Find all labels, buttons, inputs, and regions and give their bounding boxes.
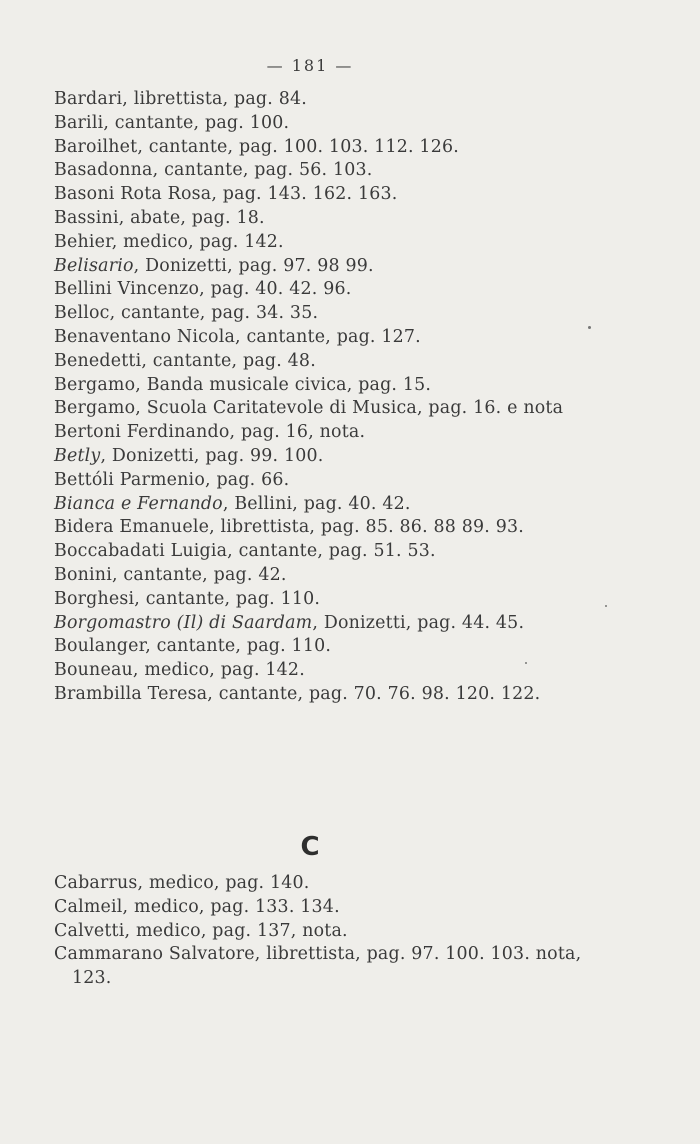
index-entry (54, 943, 614, 991)
index-entry-text: , Donizetti, pag. 44. 45. (312, 612, 525, 633)
index-entry-text: Bertoni Ferdinando, pag. 16, nota. (54, 422, 366, 443)
index-entry-text: Basadonna, cantante, pag. 56. 103. (54, 160, 373, 181)
index-entry (54, 469, 614, 493)
index-entry-text: Calmeil, medico, pag. 133. 134. (54, 896, 340, 917)
index-entry (54, 397, 614, 421)
index-entry-text: Benaventano Nicola, cantante, pag. 127. (54, 326, 421, 347)
index-entry-text: , Bellini, pag. 40. 42. (222, 493, 411, 514)
index-entry (54, 540, 614, 564)
index-entry (54, 588, 614, 612)
paper-speck (605, 605, 607, 607)
index-entry-text: Baroilhet, cantante, pag. 100. 103. 112. 126. (54, 136, 459, 157)
index-entry (54, 659, 614, 683)
index-entry (54, 872, 614, 896)
index-entry-text: Bellini Vincenzo, pag. 40. 42. 96. (54, 279, 352, 300)
index-entry-text: Bettóli Parmenio, pag. 66. (54, 469, 290, 490)
index-entry-text: Boulanger, cantante, pag. 110. (54, 636, 332, 657)
index-entry (54, 302, 614, 326)
index-entry-text: Borghesi, cantante, pag. 110. (54, 588, 321, 609)
index-entry (54, 374, 614, 398)
index-entry-title: Bianca e Fernando (54, 493, 223, 514)
index-entry-text: Cabarrus, medico, pag. 140. (54, 873, 310, 893)
index-entry (54, 920, 614, 944)
index-entry-text: , Donizetti, pag. 99. 100. (100, 445, 324, 466)
index-entry-text: Behier, medico, pag. 142. (54, 231, 284, 252)
index-entry (54, 516, 614, 540)
index-entry (54, 207, 614, 231)
index-entry-text: Benedetti, cantante, pag. 48. (54, 350, 316, 371)
index-entry-text: Bassini, abate, pag. 18. (54, 207, 265, 228)
index-entry-text: Bardari, librettista, pag. 84. (54, 89, 307, 109)
index-entry-text: Bonini, cantante, pag. 42. (54, 564, 287, 585)
index-entry (54, 635, 614, 659)
index-entry (54, 493, 614, 517)
paper-speck (588, 326, 591, 329)
index-entry (54, 421, 614, 445)
page-number: — 181 — (266, 56, 354, 75)
index-entry (54, 326, 614, 350)
index-entry-text: Belloc, cantante, pag. 34. 35. (54, 303, 319, 324)
section-letter-heading: C (300, 832, 320, 862)
index-entry-title: Betly (54, 445, 101, 466)
index-entry (54, 112, 614, 136)
index-entry-text: Barili, cantante, pag. 100. (54, 112, 290, 133)
index-entry-text: Calvetti, medico, pag. 137, nota. (54, 920, 348, 941)
index-entry-text: Bergamo, Banda musicale civica, pag. 15. (54, 374, 432, 395)
index-section-b (54, 88, 614, 707)
index-entry (54, 231, 614, 255)
index-entry-title: Borgomastro (Il) di Saardam (54, 612, 313, 633)
index-entry (54, 159, 614, 183)
index-entry-title: Belisario (54, 255, 134, 276)
index-entry (54, 136, 614, 160)
index-entry-text: Bidera Emanuele, librettista, pag. 85. 86. 88 89. 93. (54, 517, 525, 538)
index-entry (54, 612, 614, 636)
index-entry (54, 445, 614, 469)
index-entry (54, 683, 614, 707)
index-entry (54, 564, 614, 588)
index-entry (54, 255, 614, 279)
index-entry-text: Boccabadati Luigia, cantante, pag. 51. 53. (54, 541, 436, 562)
index-entry (54, 350, 614, 374)
index-entry-text: Bouneau, medico, pag. 142. (54, 660, 305, 681)
index-section-c (54, 872, 614, 991)
index-entry-text: Bergamo, Scuola Caritatevole di Musica, pag. 16. e nota (54, 398, 564, 419)
index-entry-text: , Donizetti, pag. 97. 98 99. (133, 255, 374, 276)
index-entry-text: Brambilla Teresa, cantante, pag. 70. 76. 98. 120. 122. (54, 683, 541, 704)
index-entry (54, 183, 614, 207)
index-entry (54, 896, 614, 920)
index-entry-text: Cammarano Salvatore, librettista, pag. 97. 100. 103. nota, 123. (54, 944, 582, 989)
index-entry-text: Basoni Rota Rosa, pag. 143. 162. 163. (54, 184, 398, 205)
index-entry (54, 278, 614, 302)
index-entry (54, 88, 614, 112)
paper-speck (525, 662, 527, 664)
